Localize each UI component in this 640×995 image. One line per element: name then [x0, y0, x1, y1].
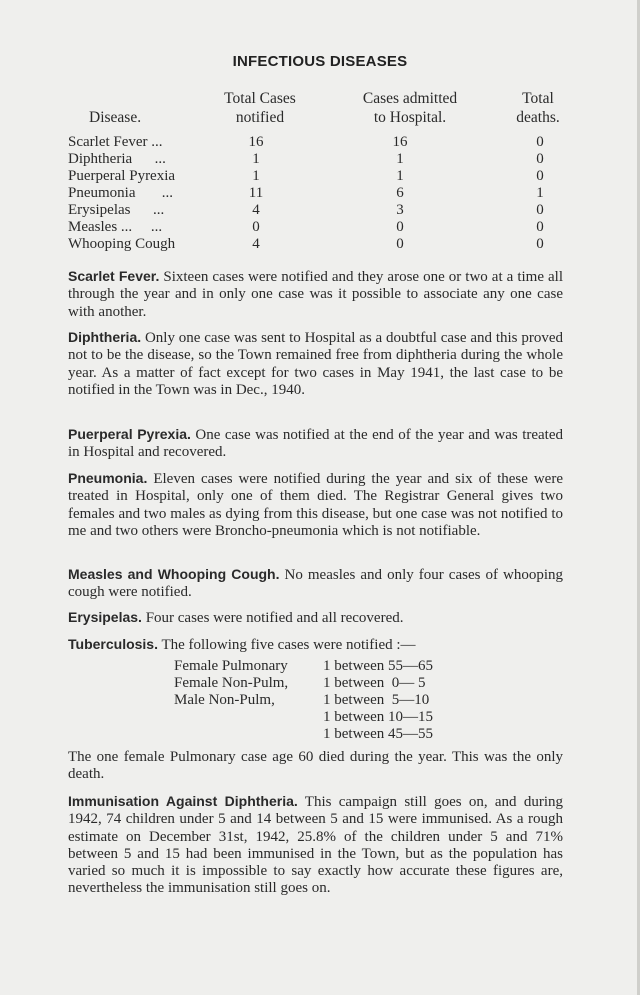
section-scarlet-fever [68, 268, 563, 321]
row-deaths: 0 [536, 134, 544, 150]
row-deaths: 0 [536, 168, 544, 184]
tb-case-type: Female Non-Pulm, [174, 675, 289, 691]
section-erysipelas [68, 609, 563, 627]
row-disease: Pneumonia ... [68, 185, 173, 201]
row-deaths: 1 [536, 185, 544, 201]
tb-case-range: 1 between 55—65 [323, 658, 433, 674]
row-deaths: 0 [536, 151, 544, 167]
row-hospital: 0 [396, 236, 404, 252]
section-pneumonia [68, 470, 563, 540]
row-hospital: 0 [396, 219, 404, 235]
row-hospital: 16 [392, 134, 408, 150]
header-hospital-line2: to Hospital. [373, 109, 447, 126]
tb-case-type: Female Pulmonary [174, 658, 288, 674]
table-row [0, 168, 640, 185]
header-notified-line2: notified [235, 109, 285, 126]
section-heading: Scarlet Fever. [68, 268, 160, 284]
section-heading: Tuberculosis. [68, 636, 158, 652]
section-heading: Erysipelas. [68, 609, 142, 625]
row-notified: 16 [248, 134, 264, 150]
section-text: Sixteen cases were notified and they arose one or two at a time all through the year and in only one case was it possible to associate any one case with another. [68, 269, 564, 320]
row-notified: 1 [252, 151, 260, 167]
table-row [0, 185, 640, 202]
row-deaths: 0 [536, 202, 544, 218]
row-notified: 4 [252, 202, 260, 218]
row-disease: Whooping Cough [68, 236, 176, 252]
section-text: No measles and only four cases of whooping cough were notified. [68, 567, 563, 601]
tb-case-range: 1 between 5—10 [323, 692, 430, 708]
tb-case-range: 1 between 45—55 [323, 726, 433, 742]
section-text: Eleven cases were notified during the year and six of these were treated in Hospital, only one of them died. The Registrar General gives two females and two males as dying from this disease, but one case was not notified to me and two others were Broncho-pneumonia which is not notifiable. [68, 471, 563, 539]
section-heading: Puerperal Pyrexia. [68, 426, 191, 442]
row-deaths: 0 [536, 236, 544, 252]
table-row [0, 202, 640, 219]
tb-case-range: 1 between 0— 5 [323, 675, 426, 691]
row-hospital: 3 [396, 202, 404, 218]
row-disease: Scarlet Fever ... [68, 134, 163, 150]
row-disease: Diphtheria ... [68, 151, 166, 167]
section-tuberculosis [68, 636, 563, 654]
section-heading: Diphtheria. [68, 329, 142, 345]
section-heading: Pneumonia. [68, 470, 148, 486]
section-text: The following five cases were notified :— [157, 637, 416, 653]
tb-after-text: The one female Pulmonary case age 60 died during the year. This was the only death. [68, 749, 563, 783]
section-text: Only one case was sent to Hospital as a doubtful case and this proved not to be the disease, so the Town remained free from diphtheria during the whole year. As a matter of fact except for two cases in May 1941, the last case to be notified in the Town was in Dec., 1940. [68, 330, 563, 398]
section-diphtheria [68, 329, 563, 399]
row-hospital: 6 [396, 185, 404, 201]
section-text: One case was notified at the end of the year and was treated in Hospital and recovered. [68, 427, 563, 461]
table-row [0, 219, 640, 236]
tb-case-range: 1 between 10—15 [323, 709, 433, 725]
page-title: INFECTIOUS DISEASES [232, 53, 408, 70]
table-row [0, 151, 640, 168]
row-notified: 1 [252, 168, 260, 184]
row-notified: 0 [252, 219, 260, 235]
section-heading: Immunisation Against Diphtheria. [68, 793, 298, 809]
section-measles-whooping-cough [68, 566, 563, 602]
table-row [0, 134, 640, 151]
section-text: Four cases were notified and all recovered. [141, 610, 404, 626]
section-puerperal-pyrexia [68, 426, 563, 462]
header-disease: Disease. [89, 109, 142, 126]
row-notified: 11 [248, 185, 264, 201]
table-row [0, 236, 640, 253]
section-text: This campaign still goes on, and during 1942, 74 children under 5 and 14 between 5 and 15 were immunised. As a rough estimate on December 31st, 1942, 25.8% of the children under 5 and 71% between 5 and 15 had been immunised in the Town, but as the population has varied so much it is impossible to say exactly how accurate these figures are, nevertheless the immunisation still goes on. [68, 794, 563, 897]
row-disease: Measles ... ... [68, 219, 163, 235]
row-hospital: 1 [396, 151, 404, 167]
tb-case-type: Male Non-Pulm, [174, 692, 275, 708]
row-hospital: 1 [396, 168, 404, 184]
header-notified-line1: Total Cases [224, 90, 296, 107]
row-notified: 4 [252, 236, 260, 252]
row-deaths: 0 [536, 219, 544, 235]
header-deaths-line2: deaths. [516, 109, 560, 126]
section-heading: Measles and Whooping Cough. [68, 566, 280, 582]
section-immunisation [68, 793, 563, 898]
header-hospital-line1: Cases admitted [362, 90, 458, 107]
row-disease: Erysipelas ... [68, 202, 165, 218]
header-deaths-line1: Total [522, 90, 554, 107]
row-disease: Puerperal Pyrexia [68, 168, 176, 184]
